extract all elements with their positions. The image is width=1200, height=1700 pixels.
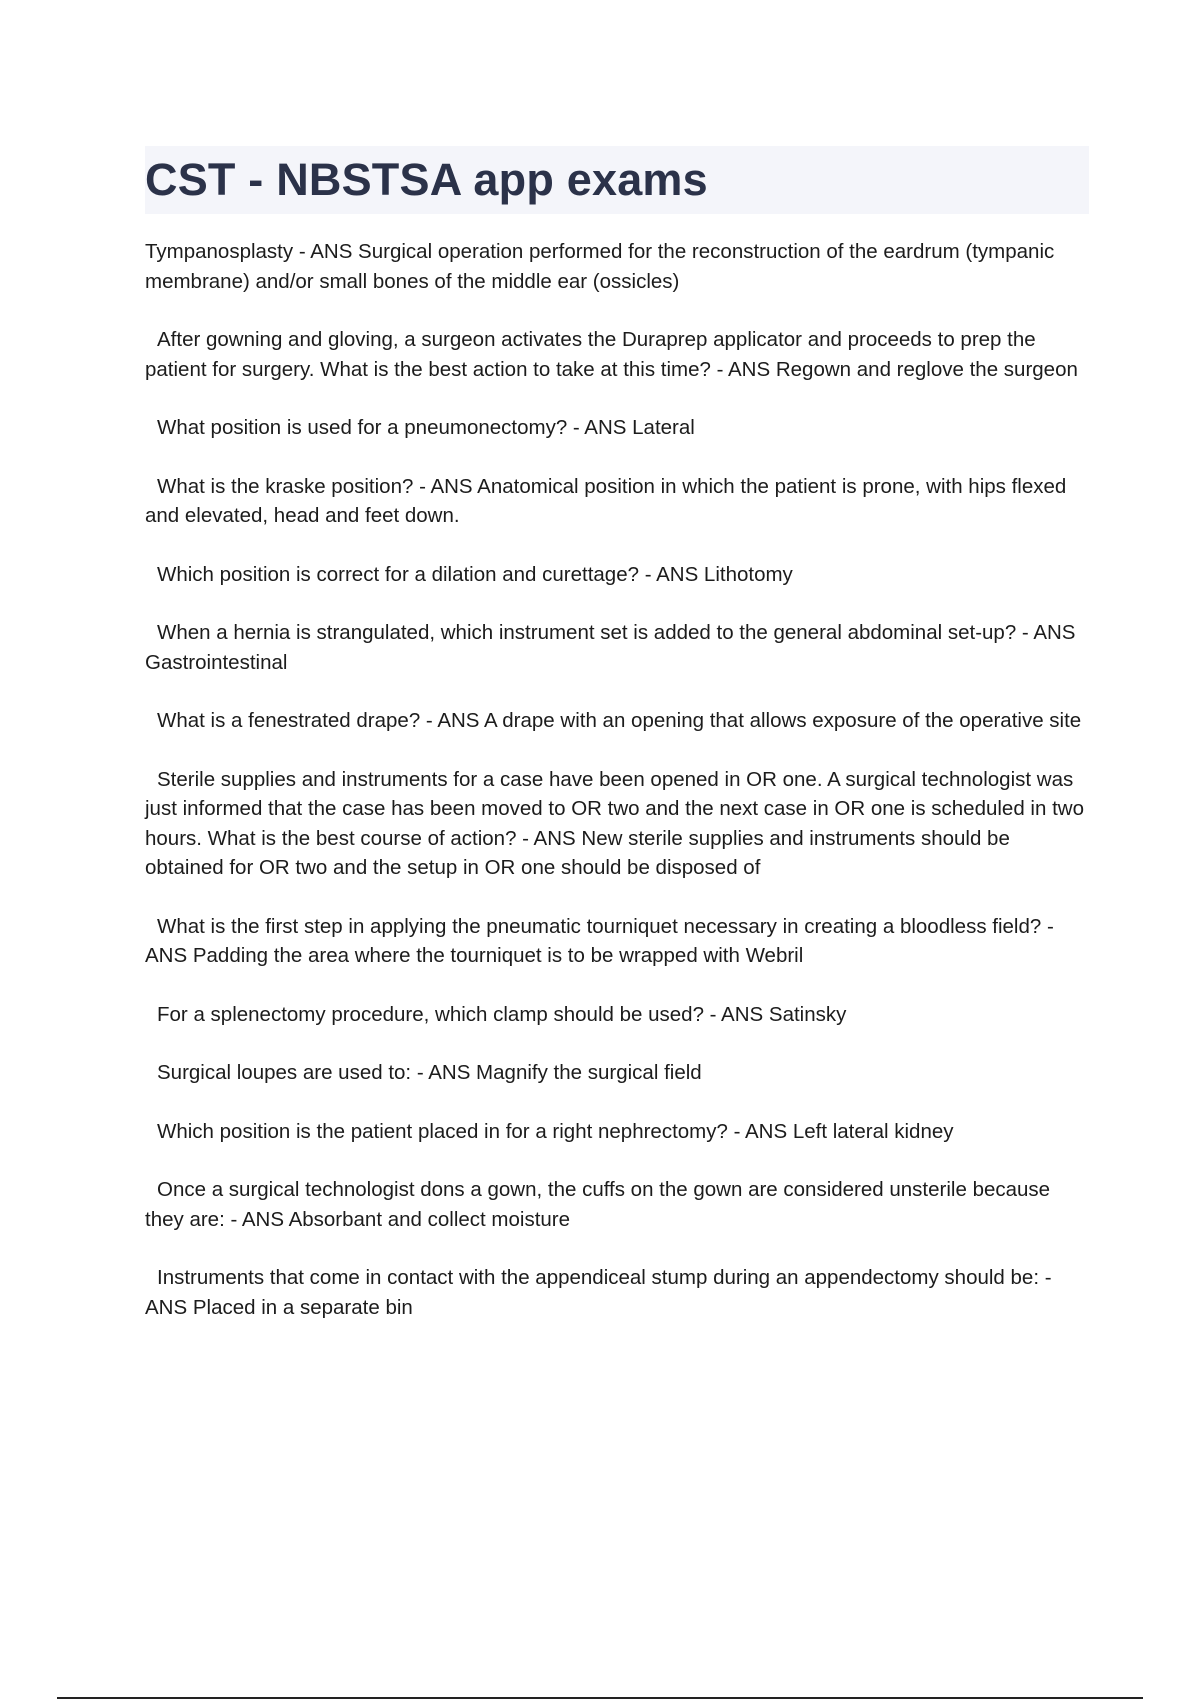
qa-item: What is a fenestrated drape? - ANS A drape with an opening that allows exposure of the operative site [157, 709, 1082, 732]
qa-list [145, 237, 1090, 1351]
qa-item: Once a surgical technologist dons a gown, the cuffs on the gown are considered unsterile because they are: - ANS Absorbant and collect moisture [145, 1178, 1051, 1231]
qa-item: What is the first step in applying the pneumatic tourniquet necessary in creating a bloodless field? - ANS Padding the area where the tourniquet is to be wrapped with Webril [145, 914, 1054, 967]
qa-item: What position is used for a pneumonectomy? - ANS Lateral [157, 416, 695, 439]
page-title: CST - NBSTSA app exams [145, 154, 708, 205]
qa-item: Surgical loupes are used to: - ANS Magnify the surgical field [157, 1061, 702, 1084]
qa-item: For a splenectomy procedure, which clamp should be used? - ANS Satinsky [157, 1002, 847, 1026]
qa-item: After gowning and gloving, a surgeon activates the Duraprep applicator and proceeds to prep the patient for surgery. What is the best action to take at this time? - ANS Regown and reglove the surgeon [145, 328, 1078, 381]
qa-item: What is the kraske position? - ANS Anatomical position in which the patient is prone, with hips flexed and elevated, head and feet down. [145, 474, 1067, 527]
qa-item: Sterile supplies and instruments for a case have been opened in OR one. A surgical technologist was just informed that the case has been moved to OR two and the next case in OR one is scheduled in two hours. What is the best course of action? - ANS New sterile supplies and instruments should be obtained for OR two and the setup in OR one should be disposed of [145, 767, 1084, 879]
qa-item: Which position is the patient placed in for a right nephrectomy? - ANS Left lateral kidney [157, 1119, 954, 1143]
qa-item: Tympanosplasty - ANS Surgical operation performed for the reconstruction of the eardrum (tympanic membrane) and/or small bones of the middle ear (ossicles) [145, 240, 1055, 293]
footer-rule [57, 1697, 1143, 1699]
qa-item: When a hernia is strangulated, which instrument set is added to the general abdominal set-up? - ANS Gastrointestinal [145, 621, 1076, 674]
qa-item: Instruments that come in contact with the appendiceal stump during an appendectomy should be: - ANS Placed in a separate bin [145, 1266, 1052, 1319]
qa-item: Which position is correct for a dilation and curettage? - ANS Lithotomy [157, 562, 793, 586]
